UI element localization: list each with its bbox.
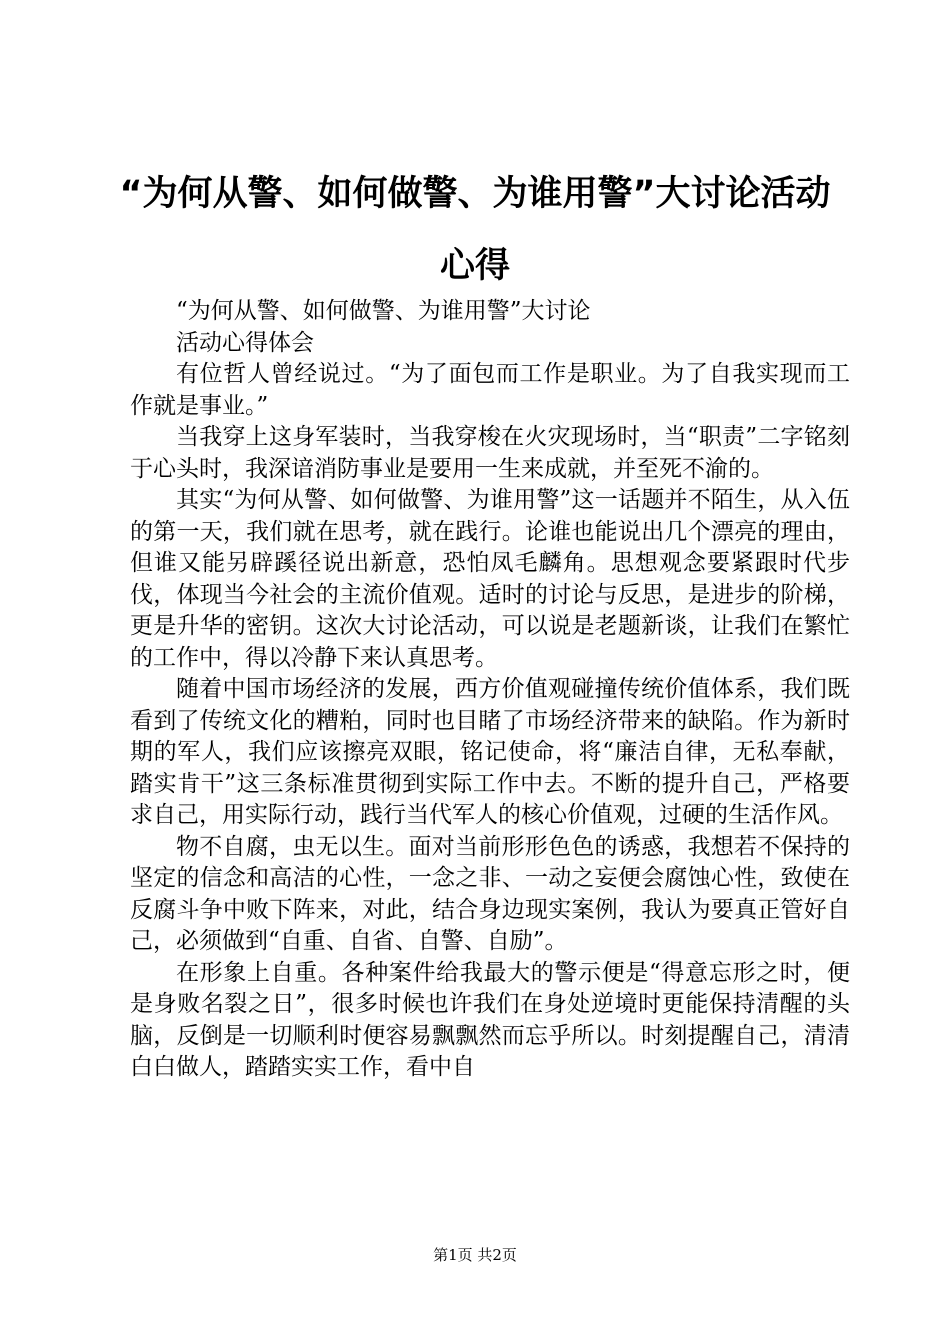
paragraph: 随着中国市场经济的发展，西方价值观碰撞传统价值体系，我们既看到了传统文化的糟粕，同时也目睹了市场经济带来的缺陷。作为新时期的军人，我们应该擦亮双眼，铭记使命，将“廉洁自律，无私奉献，踏实肯干”这三条标准贯彻到实际工作中去。不断的提升自己，严格要求自己，用实际行动，践行当代军人的核心价值观，过硬的生活作风。 (130, 676, 850, 828)
page-footer: 第1页 共2页 (433, 1246, 517, 1264)
paragraph: 其实“为何从警、如何做警、为谁用警”这一话题并不陌生，从入伍的第一天，我们就在思考，就在践行。论谁也能说出几个漂亮的理由，但谁又能另辟蹊径说出新意，恐怕凤毛麟角。思想观念要紧跟时代步伐，体现当今社会的主流价值观。适时的讨论与反思，是进步的阶梯，更是升华的密钥。这次大讨论活动，可以说是老题新谈，让我们在繁忙的工作中，得以冷静下来认真思考。 (130, 487, 850, 671)
paragraph: 有位哲人曾经说过。“为了面包而工作是职业。为了自我实现而工作就是事业。” (130, 361, 850, 419)
paragraph: 物不自腐，虫无以生。面对当前形形色色的诱惑，我想若不保持的坚定的信念和高洁的心性，一念之非、一动之妄便会腐蚀心性，致使在反腐斗争中败下阵来，对此，结合身边现实案例，我认为要真正管好自己，必须做到“自重、自省、自警、自励”。 (130, 833, 850, 954)
subtitle-line-1: “为何从警、如何做警、为谁用警”大讨论 (176, 298, 591, 324)
paragraph: 在形象上自重。各种案件给我最大的警示便是“得意忘形之时，便是身败名裂之日”，很多时候也许我们在身处逆境时更能保持清醒的头脑，反倒是一切顺利时便容易飘飘然而忘乎所以。时刻提醒自己，清清白白做人，踏踏实实工作，看中自 (130, 959, 850, 1080)
document-body (130, 296, 850, 1084)
subtitle-line-2: 活动心得体会 (176, 329, 314, 356)
document-title: “为何从警、如何做警、为谁用警”大讨论活动心得 (119, 174, 831, 286)
paragraph: 当我穿上这身军装时，当我穿梭在火灾现场时，当“职责”二字铭刻于心头时，我深谙消防事业是要用一生来成就，并至死不渝的。 (130, 424, 850, 482)
